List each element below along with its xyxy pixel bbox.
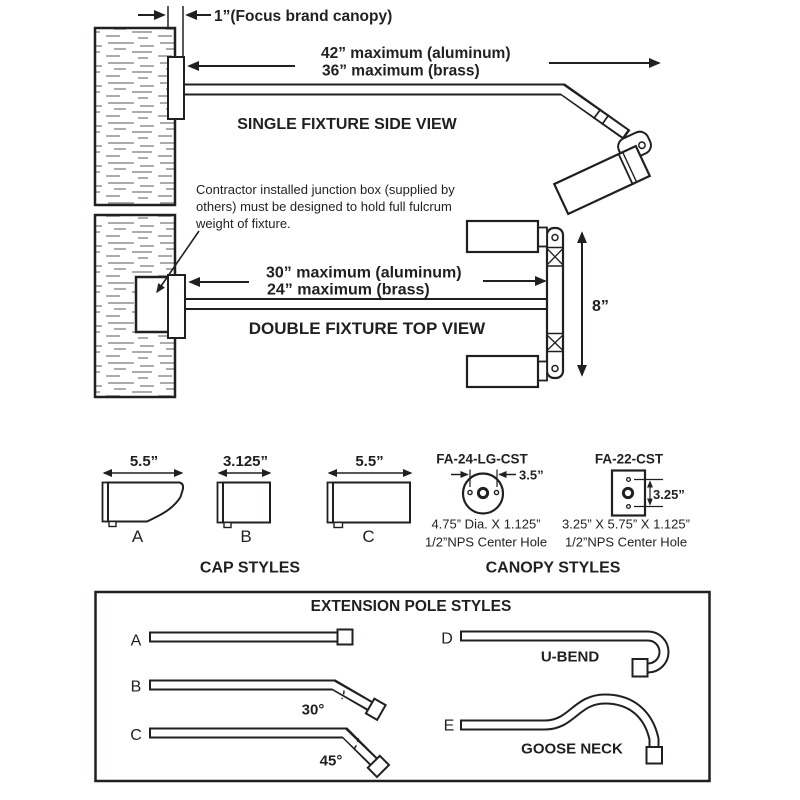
canopy-round-hole-spacing: 3.5” [519, 467, 544, 483]
fixture-head-bottom [467, 356, 538, 387]
cap-b-body [223, 483, 270, 523]
pole-end-cap [647, 747, 663, 764]
pole-e-name: GOOSE NECK [521, 740, 623, 758]
pole-style-d [441, 631, 664, 677]
canopy-rect-model: FA-22-CST [594, 451, 664, 467]
note-line-2: others) must be designed to hold full fulcrum [196, 199, 452, 214]
canopy-round-model: FA-24-LG-CST [436, 451, 528, 467]
canopy-plate [168, 275, 185, 338]
cap-foot-tab [334, 523, 343, 528]
max-length-brass: 24” maximum (brass) [267, 281, 430, 299]
pole-b-inner [151, 685, 370, 706]
max-length-aluminum: 42” maximum (aluminum) [321, 45, 511, 62]
note-line-1: Contractor installed junction box (supplied by [196, 182, 455, 197]
cap-foot-tab [109, 522, 116, 527]
cap-style-a [103, 453, 184, 546]
cap-style-b [218, 453, 271, 546]
fixture-head [554, 146, 650, 214]
pole-d-name: U-BEND [540, 648, 600, 666]
canopy-depth-label: 1”(Focus brand canopy) [214, 8, 393, 25]
mount-hole-icon [494, 490, 498, 494]
canopy-rect-center-hole: 1/2”NPS Center Hole [564, 534, 688, 550]
pole-end-cap [633, 659, 648, 677]
extension-title: EXTENSION POLE STYLES [310, 598, 512, 615]
single-view-title: SINGLE FIXTURE SIDE VIEW [237, 116, 457, 133]
canopy-styles-section [425, 452, 690, 577]
cap-style-c [328, 453, 412, 546]
pole-d-label: D [441, 630, 453, 648]
cap-c-body [333, 483, 410, 523]
cap-a-width: 5.5” [129, 453, 159, 470]
pole-c-label: C [130, 727, 142, 744]
canopy-rect-hole-spacing: 3.25” [653, 487, 685, 502]
mount-hole-icon [468, 490, 472, 494]
canopy-styles-title: CANOPY STYLES [485, 559, 621, 577]
center-hole-icon [478, 488, 487, 497]
cap-foot-tab [224, 523, 231, 528]
max-length-aluminum: 30” maximum (aluminum) [266, 264, 462, 282]
fixture-head-top [467, 221, 538, 252]
extension-pole-styles-section [96, 592, 710, 781]
cap-c-label: C [362, 527, 375, 546]
canopy-rect-size: 3.25” X 5.75” X 1.125” [562, 516, 690, 532]
cap-b-width: 3.125” [222, 453, 269, 470]
cap-c-width: 5.5” [355, 453, 384, 470]
canopy-style-round [425, 452, 547, 550]
cap-styles-title: CAP STYLES [199, 559, 301, 577]
note-line-3: weight of fixture. [196, 216, 291, 231]
double-fixture-top-view [95, 182, 609, 397]
junction-box [136, 277, 169, 332]
pole-e-label: E [443, 717, 455, 735]
max-length-brass: 36” maximum (brass) [322, 62, 480, 80]
pole-c-angle: 45° [319, 752, 343, 770]
pole-style-c [130, 727, 389, 777]
pole-style-b [131, 679, 386, 720]
pole-style-e [444, 699, 662, 764]
crossbar-assembly [547, 228, 563, 378]
cap-b-label: B [240, 527, 252, 546]
cap-a-label: A [131, 527, 144, 546]
cap-styles-section [103, 453, 412, 577]
pole-style-a [131, 630, 353, 650]
canopy-style-rect [562, 452, 690, 550]
canopy-round-center-hole: 1/2”NPS Center Hole [424, 534, 548, 550]
pole-b-label: B [130, 678, 142, 696]
canopy-plate [168, 57, 184, 119]
cap-a-body [108, 483, 183, 522]
pole-end-cap [338, 630, 353, 645]
pole-b-angle: 30° [301, 701, 325, 719]
double-view-title: DOUBLE FIXTURE TOP VIEW [248, 319, 486, 338]
canopy-round-size: 4.75” Dia. X 1.125” [431, 516, 541, 532]
spacing-dim-label: 8” [592, 298, 609, 315]
wall-section [95, 28, 175, 205]
pole-a-label: A [130, 632, 142, 650]
